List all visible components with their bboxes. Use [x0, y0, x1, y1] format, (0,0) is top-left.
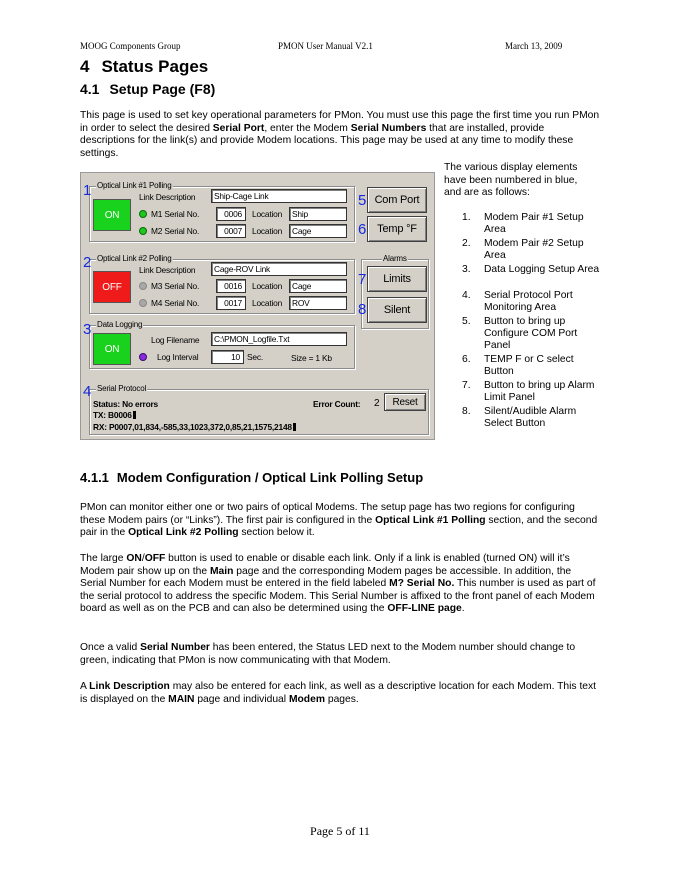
- silent-button[interactable]: Silent: [367, 297, 427, 323]
- paragraph-1: PMon can monitor either one or two pairs of optical Modems. The setup page has two regions for configuring these Modem pairs (or “Links”). The first pair is configured in the Optical Link #1 Polling section, and the second pair in the Optical Link #2 Polling section below it.: [80, 502, 598, 539]
- link-1-on-button[interactable]: ON: [93, 199, 131, 231]
- log-filename-label: Log Filename: [151, 335, 200, 345]
- header-center: PMON User Manual V2.1: [278, 41, 373, 51]
- log-filename-field[interactable]: C:\PMON_Logfile.Txt: [211, 332, 347, 346]
- m2-location-label: Location: [252, 226, 283, 236]
- log-interval-label: Log Interval: [157, 352, 199, 362]
- m1-serial-label: M1 Serial No.: [151, 209, 200, 219]
- optical-link-1-label: Optical Link #1 Polling: [97, 181, 172, 190]
- serial-protocol-label: Serial Protocol: [97, 384, 147, 393]
- log-interval-field[interactable]: 10: [211, 350, 244, 364]
- m2-serial-field[interactable]: 0007: [216, 224, 246, 238]
- m3-location-label: Location: [252, 281, 283, 291]
- serial-rx-text: [93, 422, 296, 432]
- link-1-desc-label: Link Description: [139, 192, 196, 202]
- header-left: MOOG Components Group: [80, 41, 181, 51]
- temp-button[interactable]: Temp °F: [367, 216, 427, 242]
- sub-subsection-number: 4.1.1: [80, 470, 109, 485]
- sub-subsection-heading: [80, 470, 423, 485]
- section-heading: [80, 57, 208, 77]
- callout-5: 5: [358, 192, 367, 209]
- m4-serial-field[interactable]: 0017: [216, 296, 246, 310]
- m3-serial-label: M3 Serial No.: [151, 281, 200, 291]
- data-logging-label: Data Logging: [97, 320, 143, 329]
- subsection-number: 4.1: [80, 81, 100, 97]
- callout-7: 7: [358, 271, 367, 288]
- link-2-desc-label: Link Description: [139, 265, 196, 275]
- callout-1: 1: [83, 182, 92, 199]
- paragraph-3: Once a valid Serial Number has been entered, the Status LED next to the Modem number should change to green, indicating that PMon is now communicating with that Modem.: [80, 642, 576, 666]
- optical-link-2-label: Optical Link #2 Polling: [97, 254, 172, 263]
- m1-location-field[interactable]: Ship: [289, 207, 347, 221]
- link-2-desc-field[interactable]: Cage-ROV Link: [211, 262, 347, 276]
- callout-8: 8: [358, 301, 367, 318]
- serial-rx-value: RX: P0007,01,834,-585,33,1023,372,0,85,21,1575,2148: [93, 422, 292, 432]
- section-title: Status Pages: [101, 57, 209, 76]
- alarms-label: Alarms: [383, 254, 407, 263]
- m4-location-field[interactable]: ROV: [289, 296, 347, 310]
- log-size-text: Size = 1 Kb: [291, 353, 332, 363]
- m2-serial-label: M2 Serial No.: [151, 226, 200, 236]
- callout-6: 6: [358, 221, 367, 238]
- m2-location-field[interactable]: Cage: [289, 224, 347, 238]
- intro-paragraph: This page is used to set key operational parameters for PMon. You must use this page the first time you run PMon in order to select the desired Serial Port, enter the Modem Serial Numbers that are installed, provide descriptions for the link(s) and provide Modem locations. This page may be used at any time to modify these settings.: [80, 110, 600, 159]
- callout-2: 2: [83, 254, 92, 271]
- m4-location-label: Location: [252, 298, 283, 308]
- m3-location-field[interactable]: Cage: [289, 279, 347, 293]
- reset-button[interactable]: Reset: [384, 393, 426, 411]
- page-footer: Page 5 of 11: [310, 824, 370, 838]
- callout-3: 3: [83, 321, 92, 338]
- m1-location-label: Location: [252, 209, 283, 219]
- error-count-value: 2: [374, 398, 380, 409]
- setup-page-screenshot: [80, 172, 435, 440]
- logging-status-led: [139, 353, 147, 361]
- callout-4: 4: [83, 383, 92, 400]
- link-1-desc-field[interactable]: Ship-Cage Link: [211, 189, 347, 203]
- m4-status-led: [139, 299, 147, 307]
- paragraph-4: A Link Description may also be entered for each link, as well as a descriptive location for each Modem. This text is displayed on the MAIN page and individual Modem pages.: [80, 681, 597, 705]
- serial-tx-value: TX: B0006: [93, 410, 132, 420]
- legend-intro: The various display elements have been numbered in blue, and are as follows:: [444, 162, 578, 199]
- paragraph-2: The large ON/OFF button is used to enable or disable each link. Only if a link is enabled (turned ON) will it’s Modem pair show up on the Main page and the corresponding Modem pages be accessible. In addition, the Serial Number for each Modem must be entered in the field labeled M? Serial No. This number is used as part of the serial protocol to address the specific Modem. This Serial Number is affixed to the front panel of each Modem board as well as on the PCB and can also be determined using the OFF-LINE page.: [80, 553, 596, 615]
- limits-button[interactable]: Limits: [367, 266, 427, 292]
- tx-cursor-icon: [133, 411, 136, 419]
- rx-cursor-icon: [293, 423, 296, 431]
- link-2-off-button[interactable]: OFF: [93, 271, 131, 303]
- serial-status-text: Status: No errors: [93, 399, 159, 409]
- subsection-heading: [80, 81, 215, 97]
- m2-status-led: [139, 227, 147, 235]
- logging-on-button[interactable]: ON: [93, 333, 131, 365]
- m3-serial-field[interactable]: 0016: [216, 279, 246, 293]
- header-right: March 13, 2009: [505, 41, 563, 51]
- subsection-title: Setup Page (F8): [109, 81, 216, 97]
- m4-serial-label: M4 Serial No.: [151, 298, 200, 308]
- m1-serial-field[interactable]: 0006: [216, 207, 246, 221]
- error-count-label: Error Count:: [313, 399, 361, 409]
- sub-subsection-title: Modem Configuration / Optical Link Polling Setup: [116, 470, 424, 485]
- section-number: 4: [80, 57, 90, 76]
- com-port-button[interactable]: Com Port: [367, 187, 427, 213]
- serial-tx-text: [93, 410, 136, 420]
- log-interval-unit: Sec.: [247, 352, 263, 362]
- m1-status-led: [139, 210, 147, 218]
- m3-status-led: [139, 282, 147, 290]
